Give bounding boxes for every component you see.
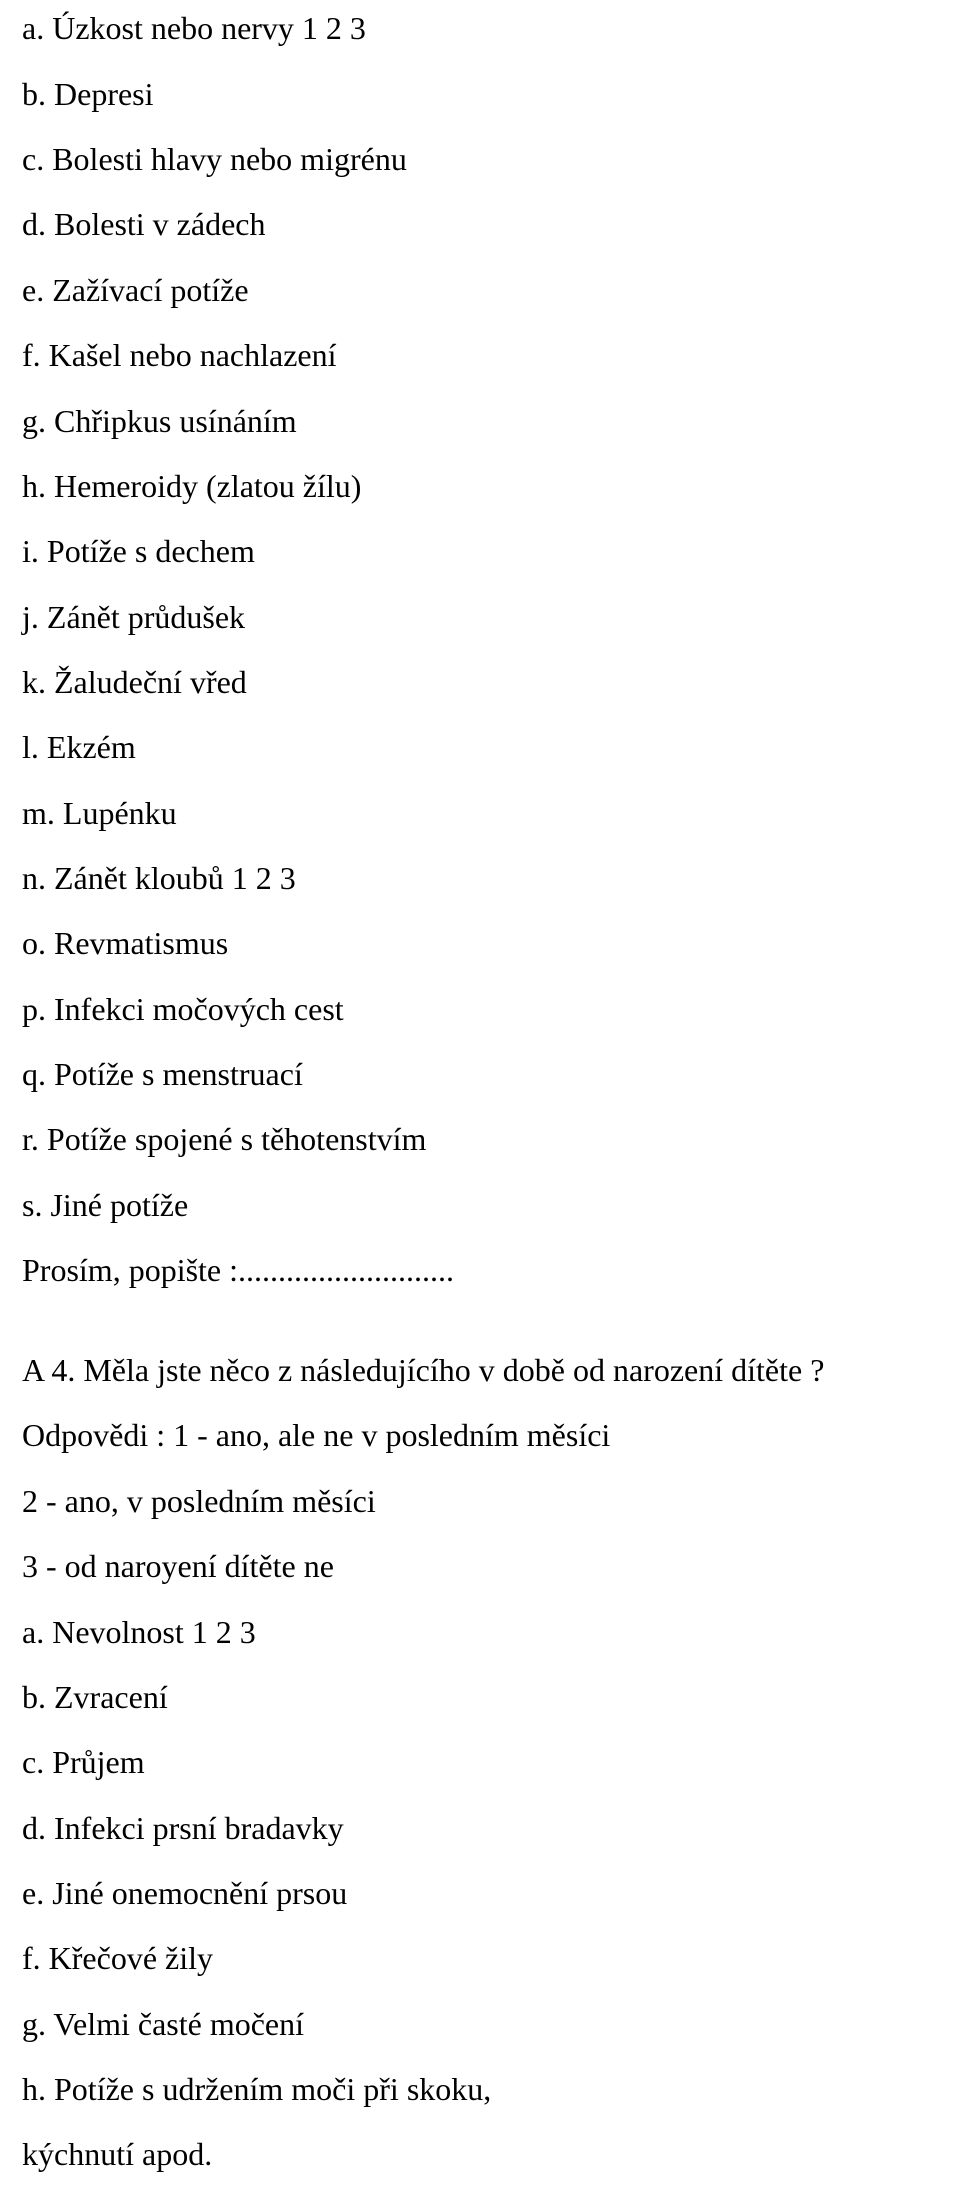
list-item-l: l. Ekzém [22, 729, 136, 765]
list-item-p: p. Infekci močových cest [22, 991, 344, 1027]
list-item-i: i. Potíže s dechem [22, 533, 255, 569]
list-item-d: d. Bolesti v zádech [22, 206, 266, 242]
a4-item-g: g. Velmi časté močení [22, 2006, 304, 2042]
a4-item-h: h. Potíže s udržením moči při skoku, [22, 2071, 492, 2107]
list-item-o: o. Revmatismus [22, 925, 229, 961]
describe-prompt: Prosím, popište :........................... [22, 1252, 455, 1288]
a4-item-h-continued: kýchnutí apod. [22, 2136, 213, 2172]
answers-legend-2: 2 - ano, v posledním měsíci [22, 1483, 376, 1519]
list-item-m: m. Lupénku [22, 795, 177, 831]
a4-item-b: b. Zvracení [22, 1679, 168, 1715]
answers-legend-1: Odpovědi : 1 - ano, ale ne v posledním měsíci [22, 1417, 611, 1453]
list-item-b: b. Depresi [22, 76, 154, 112]
list-item-k: k. Žaludeční vřed [22, 664, 247, 700]
a4-item-a: a. Nevolnost 1 2 3 [22, 1614, 256, 1650]
list-item-f: f. Kašel nebo nachlazení [22, 337, 337, 373]
list-item-s: s. Jiné potíže [22, 1187, 189, 1223]
list-item-j: j. Zánět průdušek [22, 599, 246, 635]
a4-item-e: e. Jiné onemocnění prsou [22, 1875, 348, 1911]
list-item-g: g. Chřipkus usínáním [22, 403, 297, 439]
list-item-e: e. Zažívací potíže [22, 272, 249, 308]
a4-item-d: d. Infekci prsní bradavky [22, 1810, 344, 1846]
question-a4-title: A 4. Měla jste něco z následujícího v době od narození dítěte ? [22, 1352, 825, 1388]
a4-item-f: f. Křečové žily [22, 1940, 214, 1976]
list-item-n: n. Zánět kloubů 1 2 3 [22, 860, 296, 896]
list-item-r: r. Potíže spojené s těhotenstvím [22, 1121, 427, 1157]
list-item-h: h. Hemeroidy (zlatou žílu) [22, 468, 362, 504]
list-item-c: c. Bolesti hlavy nebo migrénu [22, 141, 407, 177]
a4-item-c: c. Průjem [22, 1744, 145, 1780]
list-item-q: q. Potíže s menstruací [22, 1056, 303, 1092]
list-item-a: a. Úzkost nebo nervy 1 2 3 [22, 10, 366, 46]
answers-legend-3: 3 - od naroyení dítěte ne [22, 1548, 334, 1584]
